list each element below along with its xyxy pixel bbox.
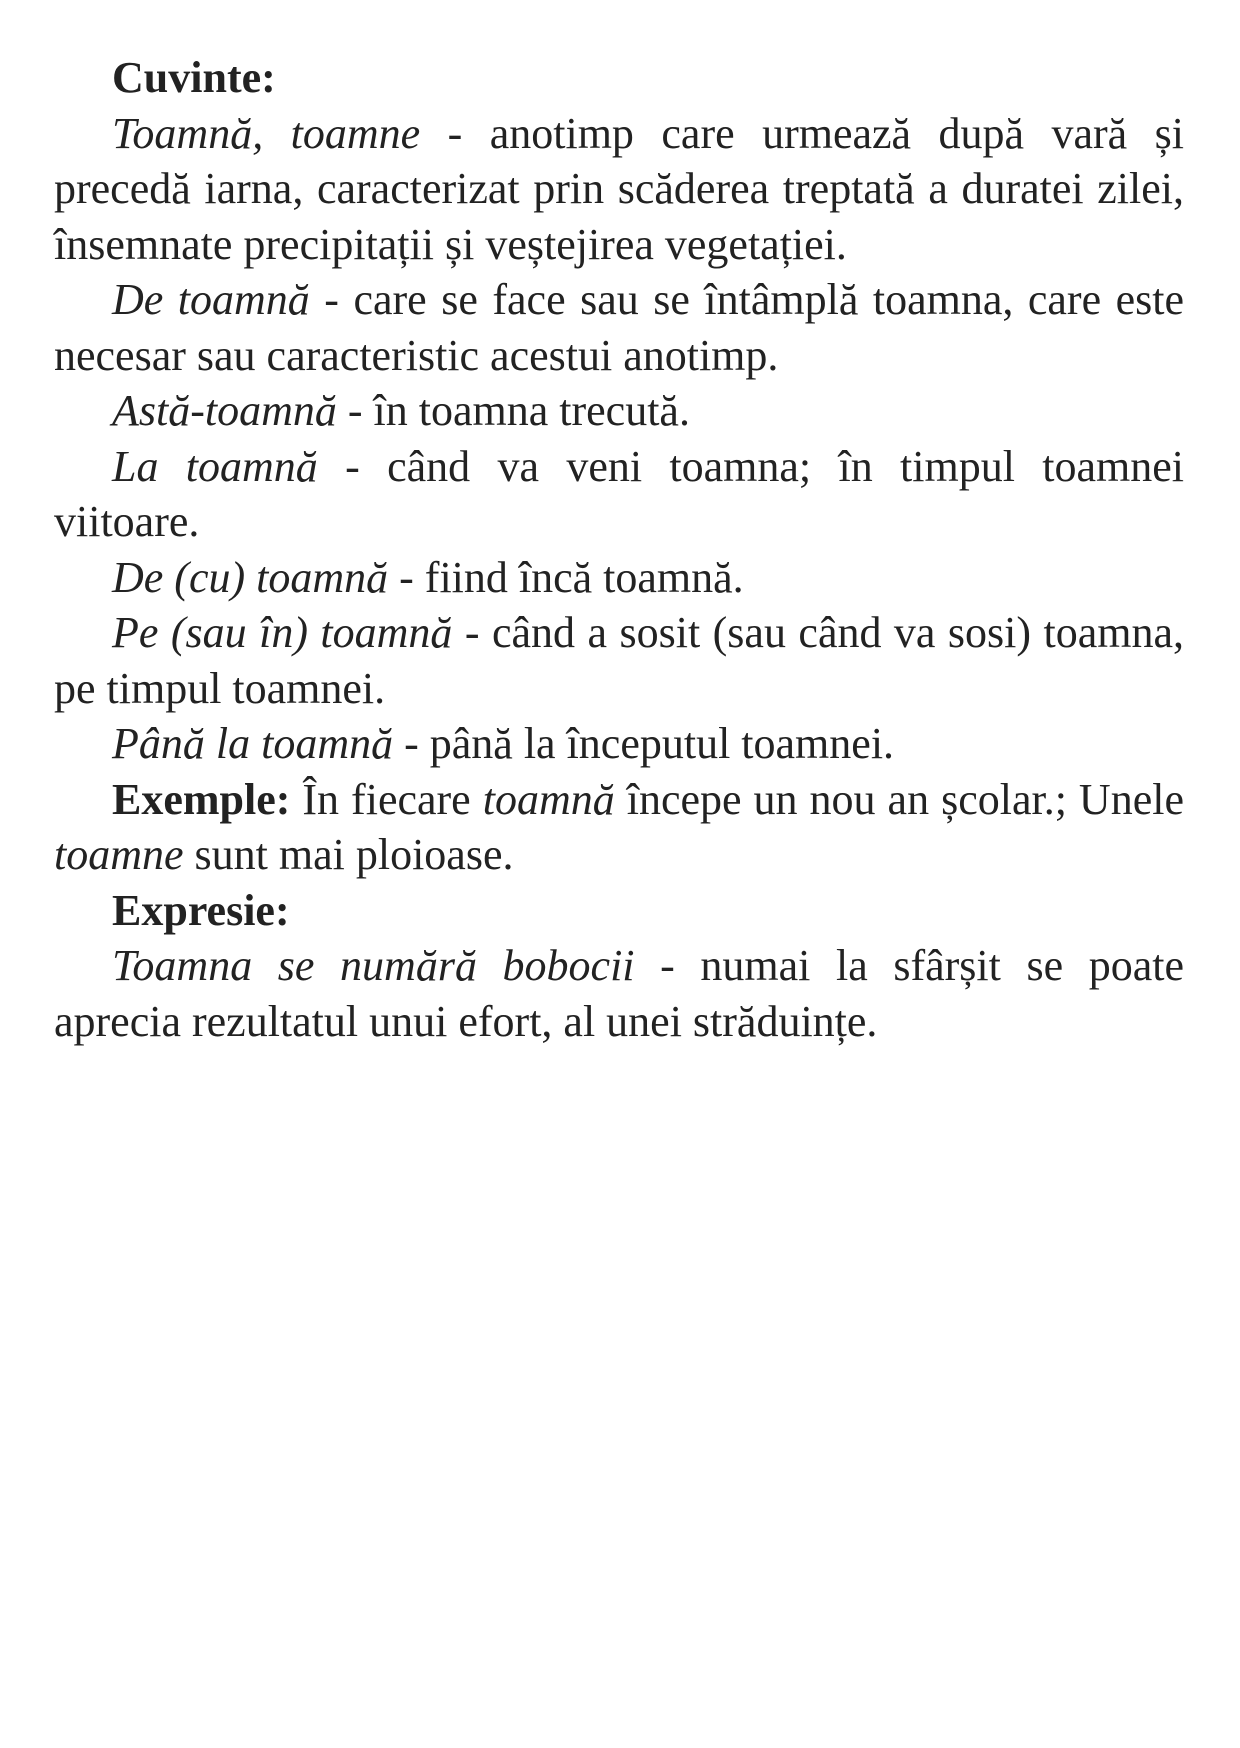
definition-text: - când a sosit (sau când va sosi) toamna, pe timpul toamnei.	[54, 608, 1184, 713]
definition-text: - fiind încă toamnă.	[388, 552, 744, 602]
definition-text: - când va veni toamna; în timpul toamnei viitoare.	[54, 441, 1184, 546]
examples-label: Exemple:	[112, 774, 291, 824]
definition-toamna	[54, 106, 1184, 273]
definition-term: Până la toamnă	[112, 719, 394, 768]
definition-la-toamna	[54, 439, 1184, 550]
expression-term: Toamna se numără bobocii	[112, 941, 635, 990]
definition-de-toamna	[54, 272, 1184, 383]
definition-pe-sau-in-toamna	[54, 605, 1184, 716]
definition-de-cu-toamna	[54, 550, 1184, 606]
definition-text: - care se face sau se întâmplă toamna, care este necesar sau caracteristic acestui anotimp.	[54, 275, 1184, 380]
examples-text: În fiecare	[290, 774, 483, 824]
definition-term: De toamnă	[112, 275, 310, 324]
expression-heading: Expresie:	[112, 885, 290, 935]
words-heading: Cuvinte:	[112, 53, 276, 102]
examples-emphasis: toamnă	[482, 774, 615, 824]
document-page	[54, 50, 1184, 1049]
examples-emphasis: toamne	[54, 830, 184, 879]
expression-paragraph	[54, 938, 1184, 1049]
definition-term: Toamnă, toamne	[112, 108, 421, 158]
definition-term: La toamnă	[112, 441, 318, 491]
examples-text: sunt mai ploioase.	[183, 830, 514, 879]
examples-text: începe un nou an școlar.; Unele	[614, 774, 1184, 824]
definition-pana-la-toamna	[54, 716, 1184, 772]
definition-text: - până la începutul toamnei.	[393, 719, 895, 768]
expression-text: - numai la sfârșit se poate aprecia rezultatul unui efort, al unei străduințe.	[54, 941, 1184, 1046]
definition-term: De (cu) toamnă	[112, 552, 389, 602]
definition-asta-toamna	[54, 383, 1184, 439]
definition-text: - anotimp care urmează după vară și precedă iarna, caracterizat prin scăderea treptată a duratei zilei, însemnate precipitații și veștejirea vegetației.	[54, 108, 1184, 269]
definition-term: Astă-toamnă	[112, 386, 337, 435]
definition-term: Pe (sau în) toamnă	[112, 608, 453, 657]
examples-paragraph	[54, 772, 1184, 883]
definition-text: - în toamna trecută.	[336, 386, 690, 435]
